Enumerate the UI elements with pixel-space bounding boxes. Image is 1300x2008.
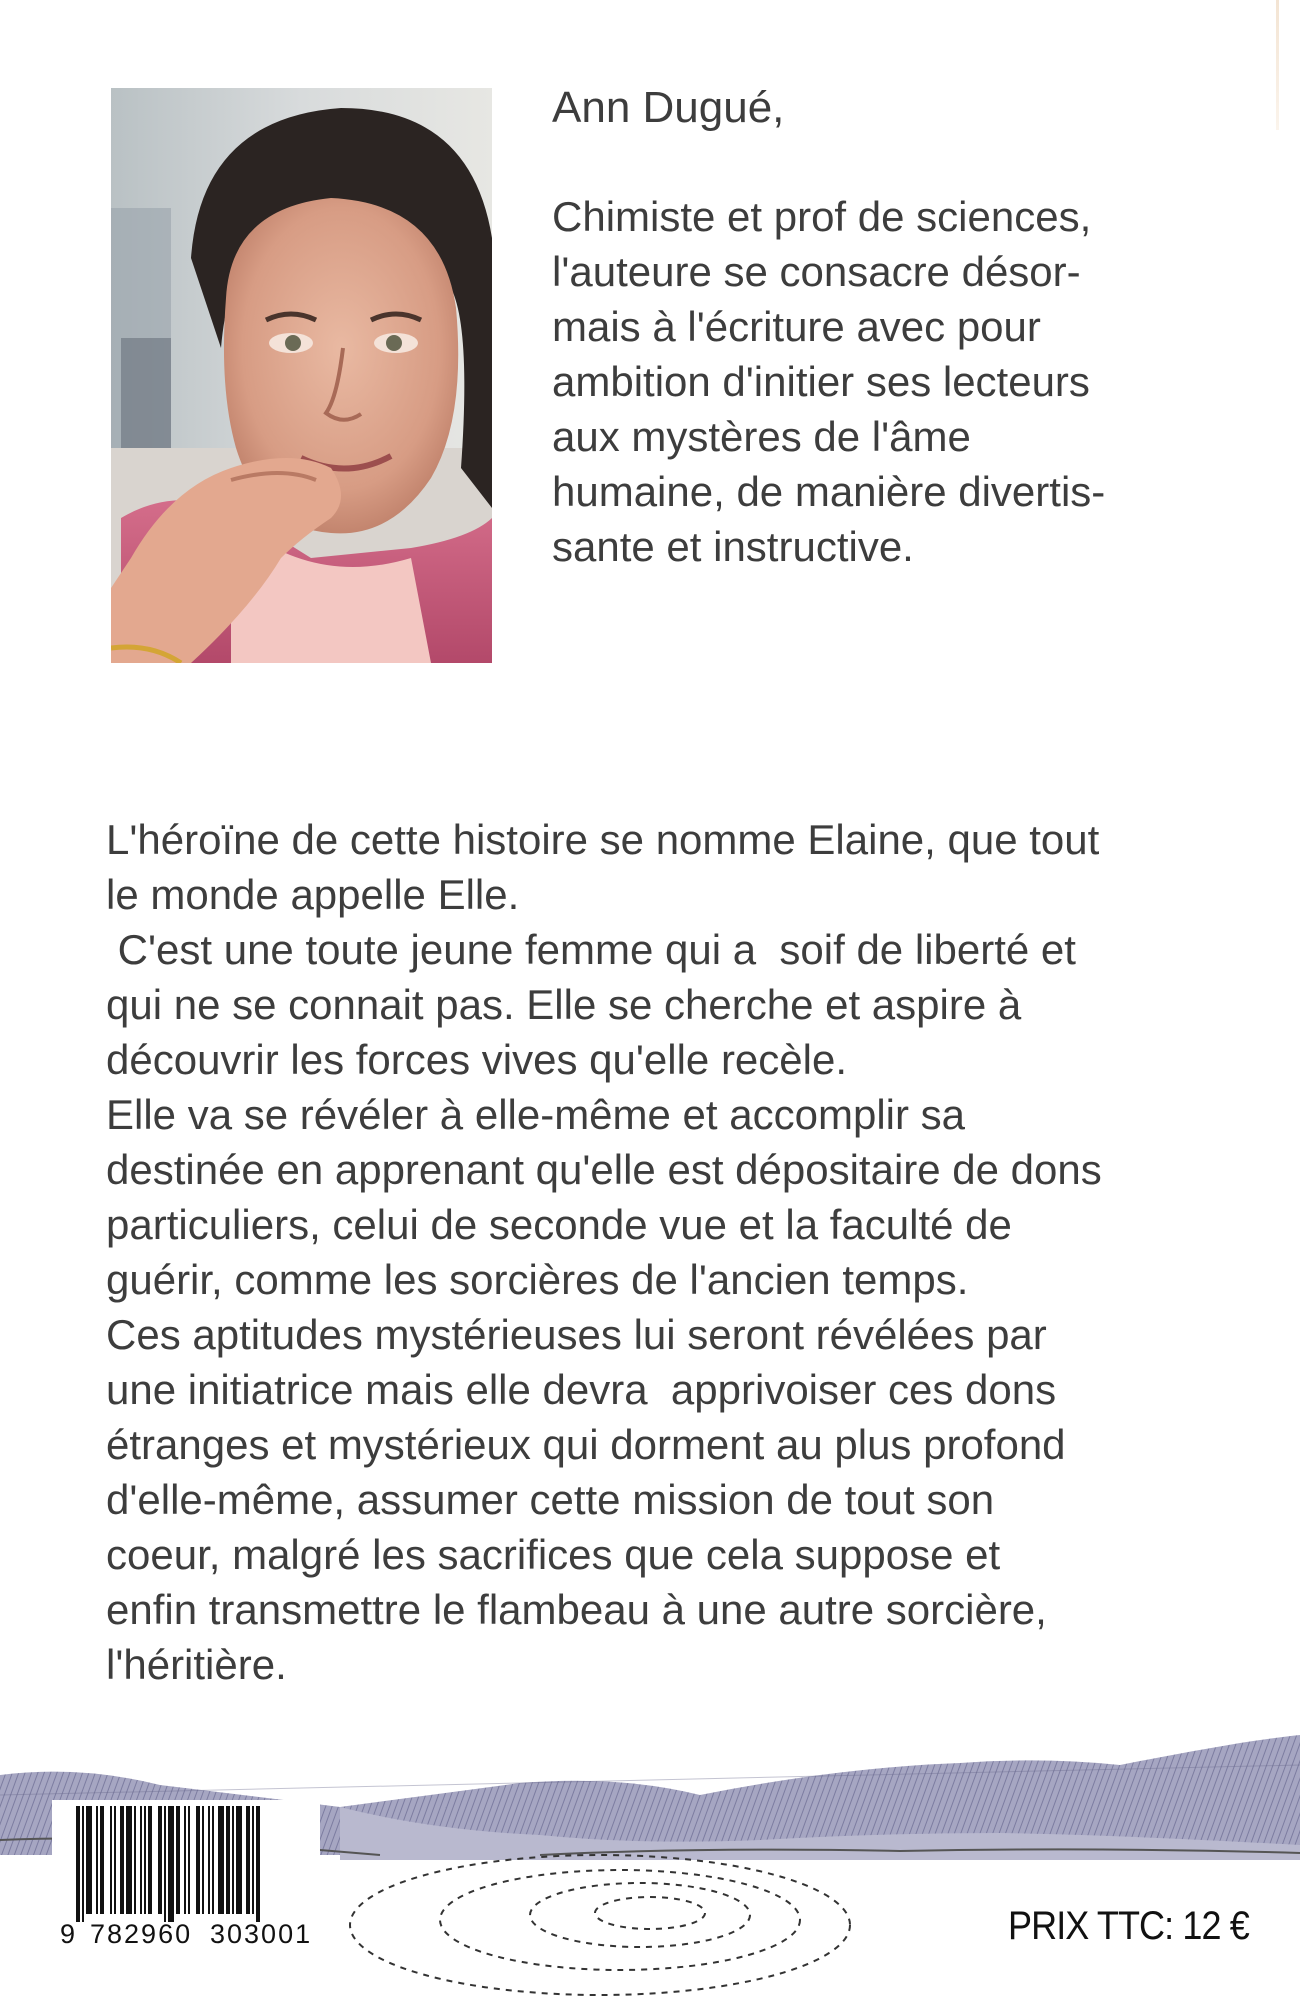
synopsis-line: Elle va se révéler à elle-même et accomplir sa [106,1091,965,1138]
barcode-bar [82,1806,84,1922]
barcode-digits-left: 782960 [90,1919,193,1949]
barcode-bar [232,1806,234,1914]
barcode-bar [236,1806,242,1914]
barcode-bar [252,1806,254,1914]
barcode-bar [188,1806,190,1914]
barcode-bar [218,1806,224,1914]
barcode-bar [246,1806,250,1914]
synopsis-line: le monde appelle Elle. [106,871,520,918]
synopsis-line: destinée en apprenant qu'elle est dépositaire de dons [106,1146,1102,1193]
barcode-bars [52,1800,320,1925]
synopsis-line: enfin transmettre le flambeau à une autre sorcière, [106,1586,1047,1633]
barcode-bar [256,1806,260,1922]
author-portrait [111,88,492,663]
price-label: PRIX TTC: 12 € [1008,1904,1249,1948]
barcode-digits [60,1919,320,1951]
barcode-bar [212,1806,214,1914]
barcode-bar [164,1806,166,1922]
author-bio [552,189,1192,574]
barcode-bar [226,1806,230,1914]
bio-line: Chimiste et prof de sciences, [552,193,1092,240]
barcode-bar [76,1806,80,1922]
barcode-bar [96,1806,98,1914]
barcode-bar [144,1806,146,1914]
barcode-bar [134,1806,136,1914]
barcode-bar [208,1806,210,1914]
barcode-bar [176,1806,180,1914]
isbn-barcode [52,1800,320,1955]
barcode-bar [114,1806,116,1914]
barcode-digit-first: 9 [60,1919,76,1949]
barcode-bar [110,1806,112,1914]
bio-line: l'auteure se consacre désor- [552,248,1081,295]
synopsis-text [106,812,1226,1692]
synopsis-line: une initiatrice mais elle devra apprivoiser ces dons [106,1366,1057,1413]
barcode-bar [140,1806,142,1914]
synopsis-line: particuliers, celui de seconde vue et la faculté de [106,1201,1012,1248]
barcode-bar [184,1806,186,1914]
synopsis-line: guérir, comme les sorcières de l'ancien temps. [106,1256,969,1303]
synopsis-line: d'elle-même, assumer cette mission de tout son [106,1476,995,1523]
bio-line: sante et instructive. [552,523,914,570]
barcode-bar [202,1806,204,1914]
barcode-bar [100,1806,104,1914]
synopsis-line: C'est une toute jeune femme qui a soif de liberté et [106,926,1076,973]
bio-line: aux mystères de l'âme [552,413,971,460]
synopsis-line: étranges et mystérieux qui dorment au plus profond [106,1421,1066,1468]
barcode-bar [86,1806,92,1914]
barcode-bar [148,1806,152,1914]
barcode-bar [120,1806,124,1914]
bio-line: ambition d'initier ses lecteurs [552,358,1090,405]
barcode-bar [126,1806,132,1914]
synopsis-line: L'héroïne de cette histoire se nomme Elaine, que tout [106,816,1100,863]
author-name: Ann Dugué, [552,83,785,132]
synopsis-line: coeur, malgré les sacrifices que cela suppose et [106,1531,1001,1578]
synopsis-line: Ces aptitudes mystérieuses lui seront révélées par [106,1311,1047,1358]
barcode-bar [158,1806,162,1914]
bio-line: humaine, de manière divertis- [552,468,1106,515]
synopsis-line: qui ne se connait pas. Elle se cherche et aspire à [106,981,1022,1028]
barcode-digits-right: 303001 [210,1919,313,1949]
barcode-bar [168,1806,174,1922]
synopsis-line: l'héritière. [106,1641,287,1688]
synopsis-line: découvrir les forces vives qu'elle recèle. [106,1036,848,1083]
page-edge-line [1276,0,1279,130]
barcode-bar [196,1806,200,1914]
bio-line: mais à l'écriture avec pour [552,303,1041,350]
